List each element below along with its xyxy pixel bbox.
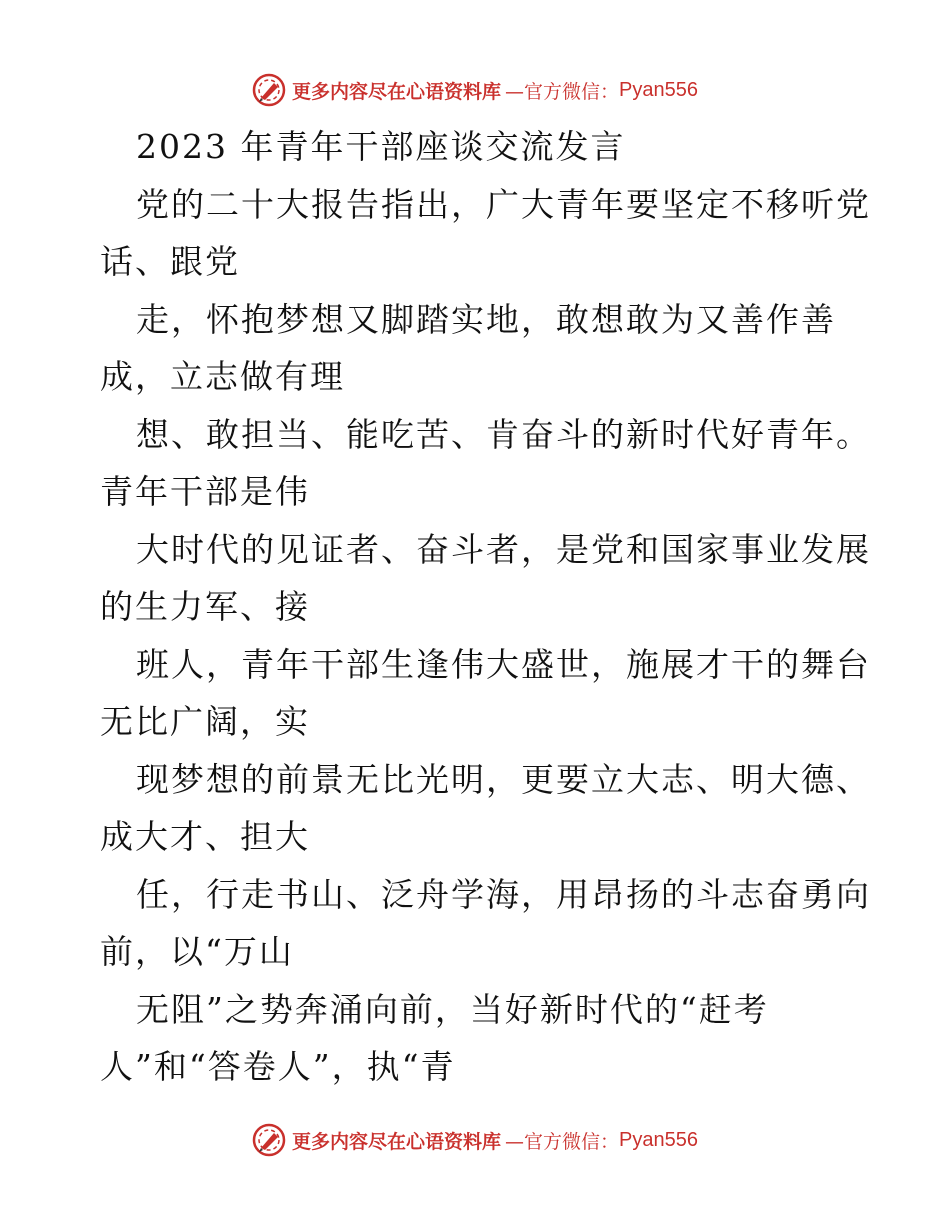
text-line: 无阻”之势奔涌向前，当好新时代的“赶考 [136, 989, 769, 1029]
text-line: 成大才、担大 [100, 817, 310, 856]
document-title: 2023 年青年干部座谈交流发言 [136, 127, 626, 166]
text-line: 成，立志做有理 [100, 357, 345, 396]
text-line: 人”和“答卷人”，执“青 [100, 1047, 456, 1086]
pen-nib-logo-icon [252, 73, 286, 107]
footer-banner [0, 1120, 950, 1160]
text-line: 任，行走书山、泛舟学海，用昂扬的斗志奋勇向 [136, 874, 871, 914]
banner-account-id: Pyan556 [619, 1128, 698, 1151]
text-line: 青年干部是伟 [100, 472, 310, 511]
text-line: 走，怀抱梦想又脚踏实地，敢想敢为又善作善 [136, 299, 836, 339]
banner-brand-text: 更多内容尽在心语资料库 [292, 1130, 502, 1153]
text-line: 无比广阔，实 [100, 702, 310, 741]
banner-official-label: —官方微信： [505, 80, 620, 103]
banner-official-label: —官方微信： [505, 1130, 620, 1153]
text-line: 话、跟党 [100, 242, 240, 281]
text-line: 想、敢担当、能吃苦、肯奋斗的新时代好青年。 [136, 414, 871, 454]
text-line: 现梦想的前景无比光明，更要立大志、明大德、 [136, 759, 871, 799]
pen-nib-logo-icon [252, 1123, 286, 1157]
text-line: 大时代的见证者、奋斗者，是党和国家事业发展 [136, 529, 871, 569]
banner-account-id: Pyan556 [619, 78, 698, 101]
text-line: 前，以“万山 [100, 932, 294, 971]
text-line: 班人，青年干部生逢伟大盛世，施展才干的舞台 [136, 644, 871, 684]
text-line: 党的二十大报告指出，广大青年要坚定不移听党 [136, 184, 871, 224]
text-line: 的生力军、接 [100, 587, 310, 626]
header-banner [0, 70, 950, 110]
document-body [100, 118, 871, 1096]
banner-brand-text: 更多内容尽在心语资料库 [292, 80, 502, 103]
